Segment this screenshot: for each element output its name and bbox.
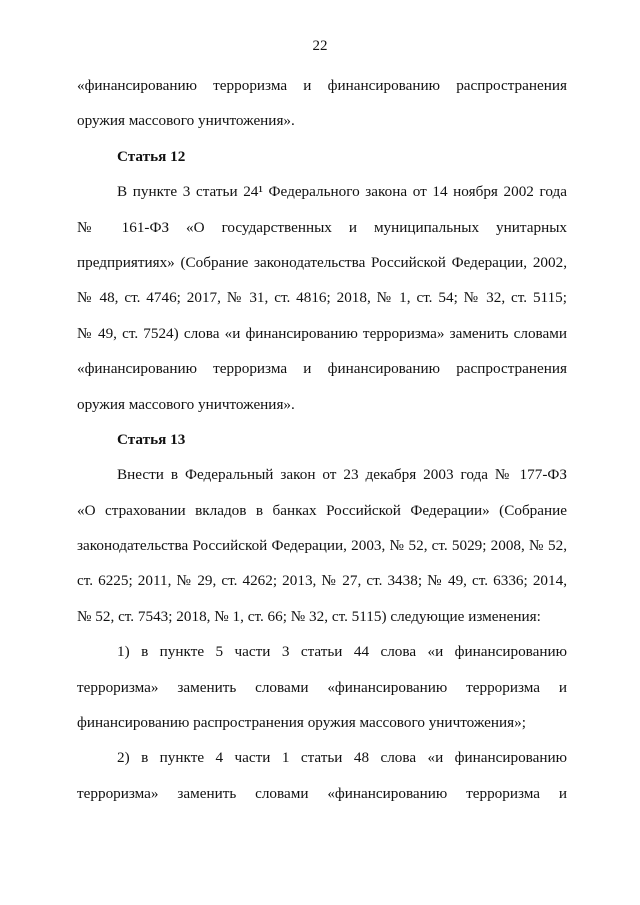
text-line: ст. 6225; 2011, № 29, ст. 4262; 2013, № 27, ст. 3438; № 49, ст. 6336; 2014,	[77, 572, 567, 590]
text-line: предприятиях» (Собрание законодательства Российской Федерации, 2002,	[77, 253, 567, 271]
text-line: финансированию распространения оружия массового уничтожения»;	[77, 714, 526, 732]
text-line: 2) в пункте 4 части 1 статьи 48 слова «и финансированию	[117, 749, 567, 767]
text-line: Внести в Федеральный закон от 23 декабря 2003 года № 177-ФЗ	[117, 466, 567, 484]
text-line: № 52, ст. 7543; 2018, № 1, ст. 66; № 32, ст. 5115) следующие изменения:	[77, 607, 541, 625]
text-line: терроризма» заменить словами «финансированию терроризма и	[77, 784, 567, 802]
page-number: 22	[312, 38, 328, 54]
article-heading: Статья 12	[117, 147, 186, 165]
text-line: оружия массового уничтожения».	[77, 112, 295, 130]
text-line: № 48, ст. 4746; 2017, № 31, ст. 4816; 2018, № 1, ст. 54; № 32, ст. 5115;	[77, 289, 567, 307]
article-heading: Статья 13	[117, 430, 186, 448]
text-line	[77, 180, 567, 215]
text-line: «финансированию терроризма и финансированию распространения	[77, 77, 567, 94]
text-line: № 49, ст. 7524) слова «и финансированию терроризма» заменить словами	[77, 324, 567, 342]
document-body	[77, 74, 567, 817]
text-fragment: В пункте 3 статьи 24¹ Федерального закона от 14 ноября 2002 года	[117, 183, 567, 201]
text-line: оружия массового уничтожения».	[77, 395, 295, 413]
text-line: 1) в пункте 5 части 3 статьи 44 слова «и финансированию	[117, 643, 567, 661]
text-line: законодательства Российской Федерации, 2003, № 52, ст. 5029; 2008, № 52,	[77, 537, 567, 555]
text-line: терроризма» заменить словами «финансированию терроризма и	[77, 678, 567, 696]
text-line: № 161-ФЗ «О государственных и муниципальных унитарных	[77, 218, 567, 236]
text-line: «О страховании вкладов в банках Российской Федерации» (Собрание	[77, 501, 567, 519]
text-line: «финансированию терроризма и финансированию распространения	[77, 360, 567, 378]
